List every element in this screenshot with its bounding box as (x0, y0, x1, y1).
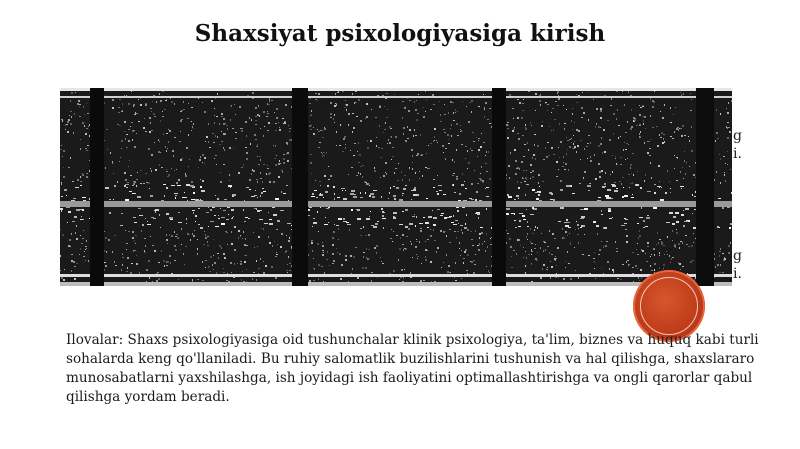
peek-text-1: g (733, 128, 742, 144)
slide-body-text: Ilovalar: Shaxs psixologiyasiga oid tushunchalar klinik psixologiya, ta'lim, biznes va huquq kabi turli sohalarda keng qo'llaniladi. Bu ruhiy salomatlik buzilishlarini tushunish va hal qilishga, shaxslararo munosabatlarni yaxshilashga, ish joyidagi ish faoliyatini optimallashtirishga va ongli qarorlar qabul qilishga yordam beradi. (66, 332, 759, 405)
peek-text-3: g (733, 248, 742, 264)
image-band (60, 88, 732, 286)
peek-text-2: i. (733, 146, 742, 162)
badge-ring (640, 277, 698, 335)
peek-text-4: i. (733, 266, 742, 282)
slide-title: Shaxsiyat psixologiyasiga kirish (194, 20, 606, 47)
corrupted-image-strip (60, 88, 732, 286)
